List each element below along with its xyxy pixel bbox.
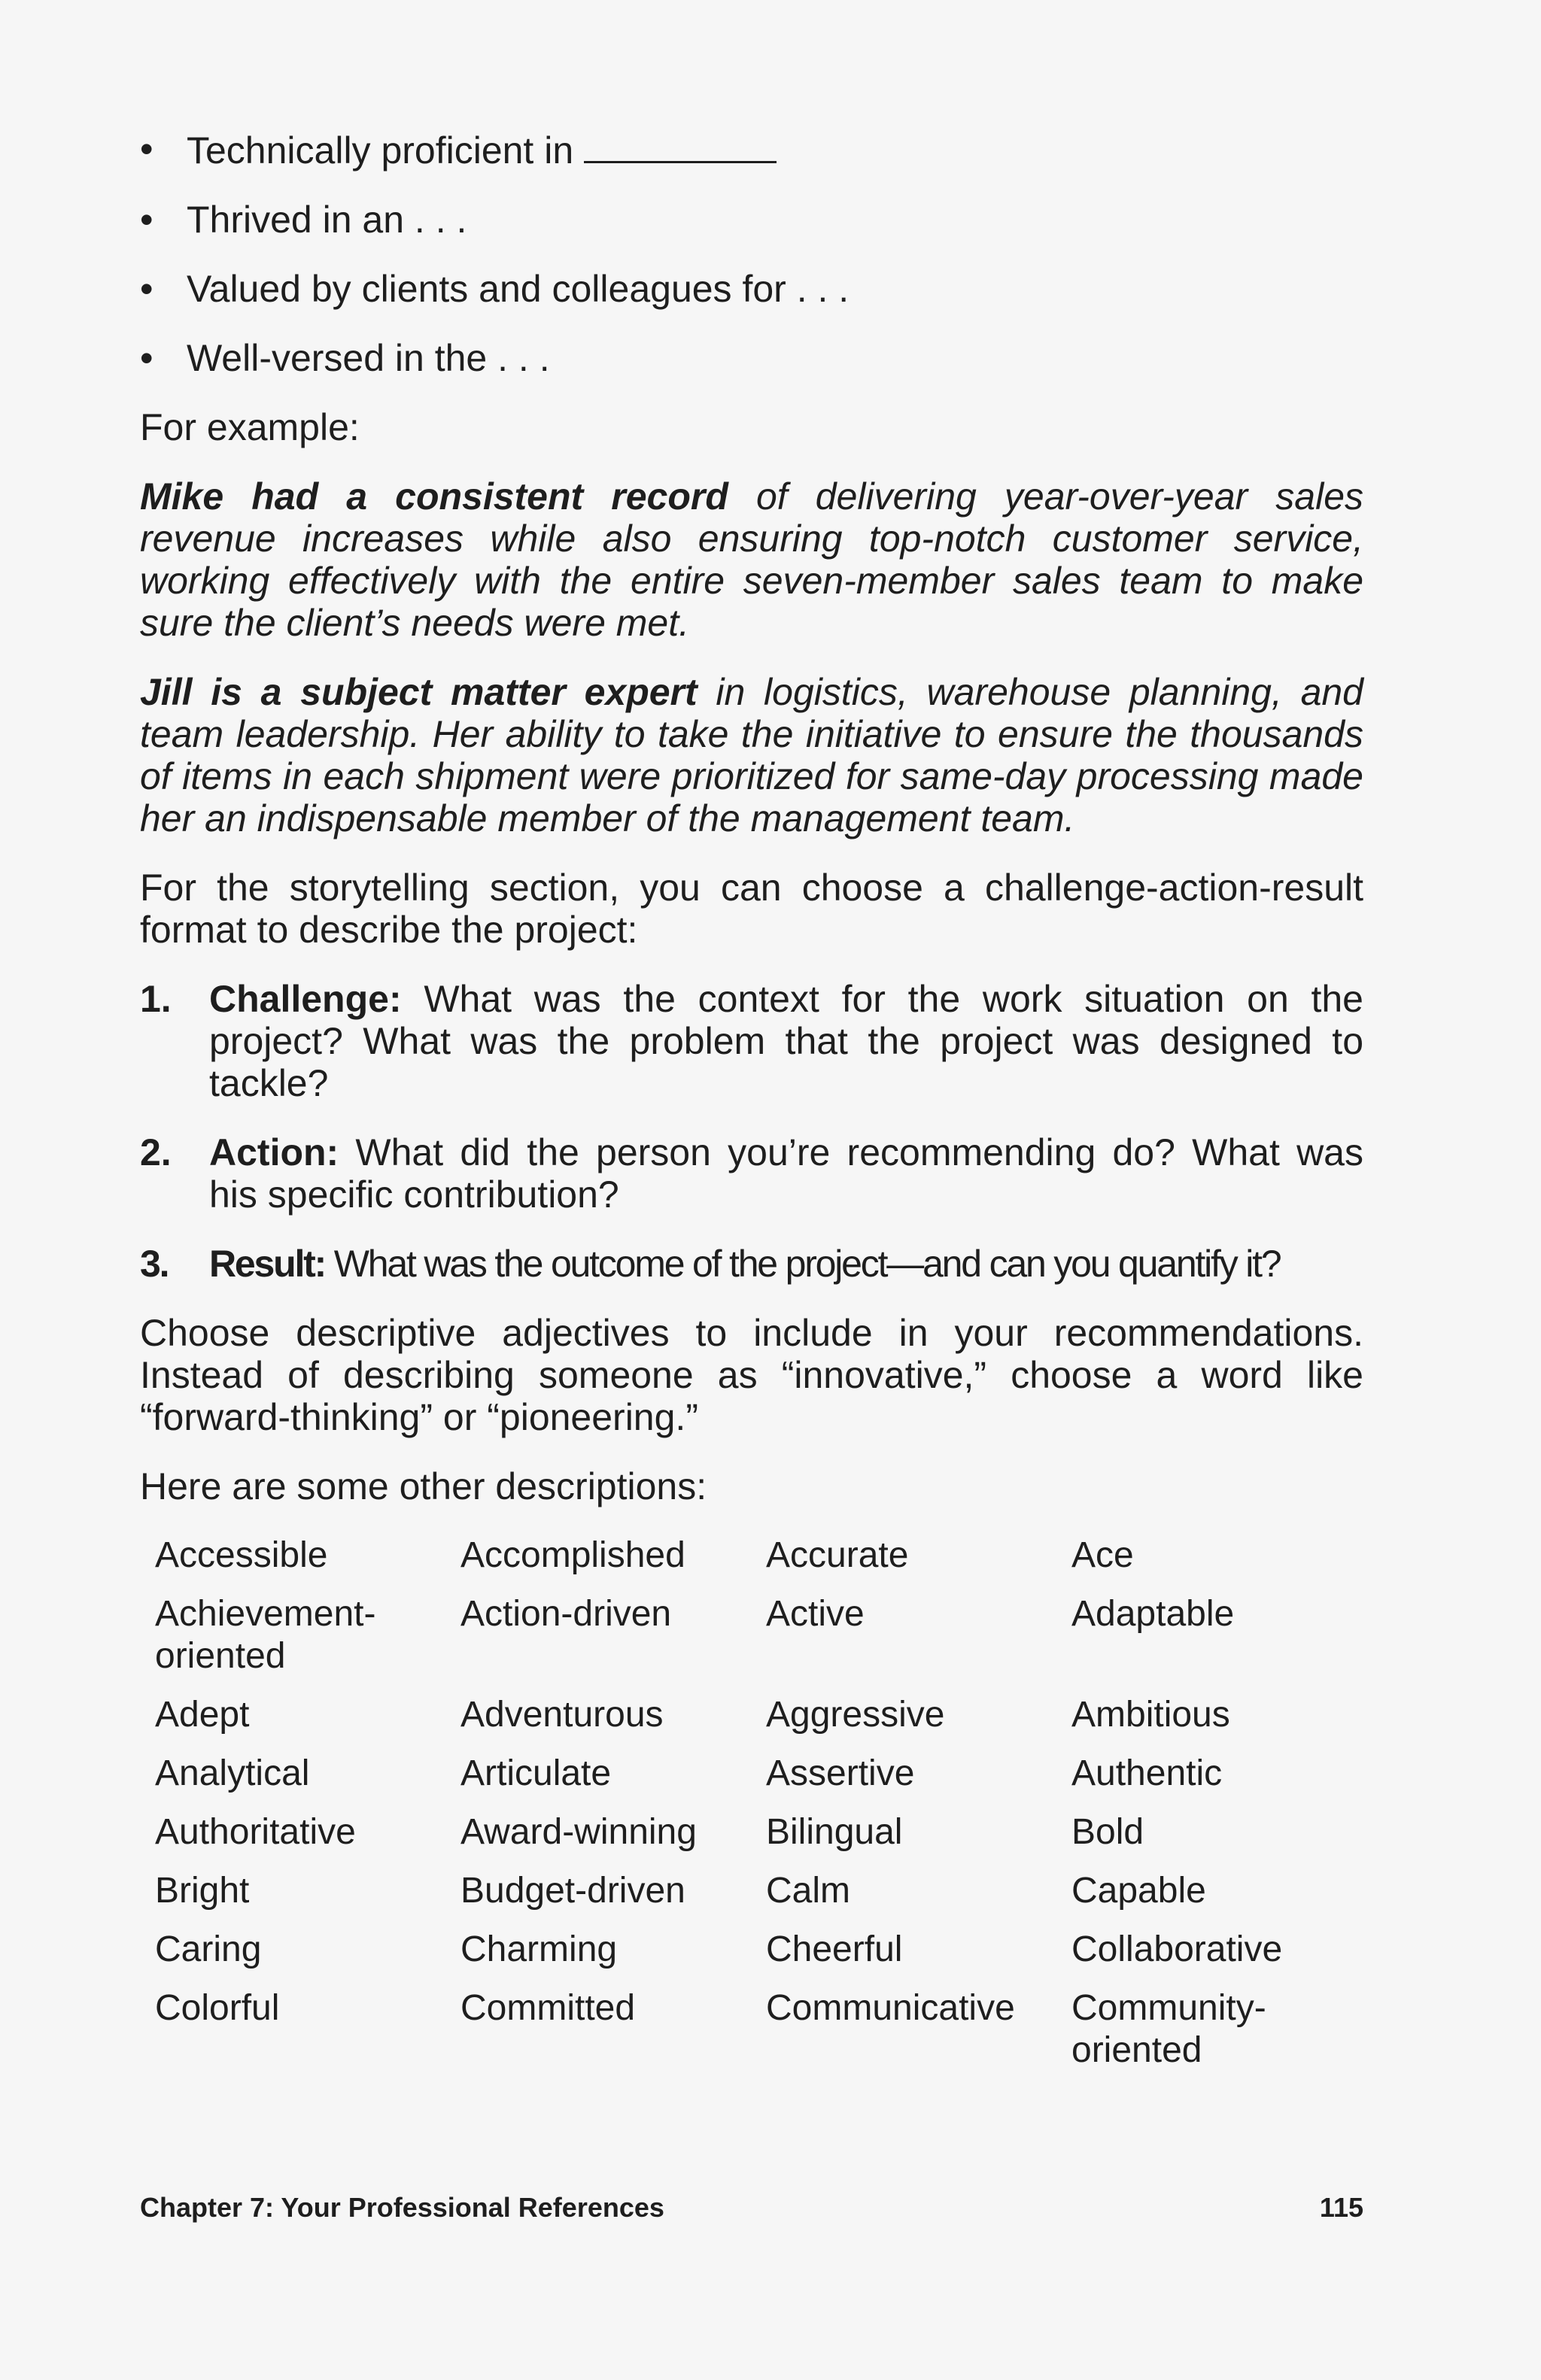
adjectives-grid [155, 1535, 1363, 2088]
example-text: in logistics, warehouse planning, and team leadership. Her ability to take the initiative to ensure the thousands of items in each shipment were prioritized for same-day processing made her an indispensable member of the management team. [140, 671, 1363, 839]
example-paragraph-jill [140, 671, 1363, 839]
step-number: 3. [140, 1243, 169, 1285]
adjective-cell: Calm [766, 1871, 851, 1911]
bullet-item [140, 128, 1363, 172]
bullet-marker: • [140, 199, 153, 241]
adjective-cell: Accurate [766, 1535, 909, 1575]
step-number: 1. [140, 978, 172, 1020]
chapter-title: Chapter 7: Your Professional References [140, 2192, 664, 2223]
adjective-cell: Community-oriented [1071, 1988, 1266, 2070]
step-term: Challenge: [209, 978, 402, 1020]
bullet-marker: • [140, 337, 153, 379]
bullet-text: Valued by clients and colleagues for . . . [187, 268, 850, 310]
adjective-cell: Budget-driven [460, 1871, 685, 1911]
step-item-action [140, 1131, 1363, 1216]
page-body [140, 128, 1363, 2088]
step-term: Result: [209, 1243, 326, 1285]
example-paragraph-mike [140, 475, 1363, 644]
adjective-cell: Adept [155, 1695, 250, 1735]
step-number: 2. [140, 1131, 172, 1173]
bullet-list [140, 128, 1363, 379]
step-item-challenge [140, 978, 1363, 1104]
example-lead: Mike had a consistent record [140, 475, 728, 518]
fill-in-blank-line [584, 128, 777, 163]
adjective-cell: Bold [1071, 1812, 1144, 1852]
adjective-cell: Ambitious [1071, 1695, 1230, 1735]
adjective-cell: Accessible [155, 1535, 328, 1575]
bullet-text: Technically proficient in [187, 129, 574, 172]
adjectives-paragraph: Choose descriptive adjectives to include in your recommendations. Instead of describing someone as “innovative,” choose a word like “forward-thinking” or “pioneering.” [140, 1312, 1363, 1438]
adjective-cell: Colorful [155, 1988, 280, 2028]
page-number: 115 [1319, 2192, 1363, 2223]
storytelling-intro: For the storytelling section, you can choose a challenge-action-result format to describe the project: [140, 867, 1363, 951]
challenge-action-result-list [140, 978, 1363, 1285]
bullet-marker: • [140, 128, 153, 170]
adjective-cell: Bright [155, 1871, 250, 1911]
adjective-cell: Cheerful [766, 1929, 903, 1969]
adjective-cell: Action-driven [460, 1594, 672, 1634]
adjective-cell: Ace [1071, 1535, 1134, 1575]
bullet-item [140, 268, 1363, 310]
adjective-cell: Capable [1071, 1871, 1206, 1911]
adjective-cell: Committed [460, 1988, 636, 2028]
adjective-cell: Authoritative [155, 1812, 356, 1852]
adjective-cell: Adaptable [1071, 1594, 1235, 1634]
adjective-cell: Articulate [460, 1753, 612, 1793]
bullet-text: Well-versed in the . . . [187, 337, 550, 379]
adjective-cell: Authentic [1071, 1753, 1223, 1793]
step-text: What did the person you’re recommending do? What was his specific contribution? [209, 1131, 1363, 1216]
adjective-cell: Award-winning [460, 1812, 697, 1852]
step-term: Action: [209, 1131, 339, 1173]
adjective-cell: Charming [460, 1929, 618, 1969]
for-example-label: For example: [140, 406, 360, 448]
adjective-cell: Achievement-oriented [155, 1594, 376, 1676]
adjective-cell: Active [766, 1594, 865, 1634]
adjective-cell: Accomplished [460, 1535, 685, 1575]
adjective-cell: Collaborative [1071, 1929, 1283, 1969]
adjective-cell: Adventurous [460, 1695, 664, 1735]
adjective-cell: Assertive [766, 1753, 915, 1793]
adjective-cell: Bilingual [766, 1812, 903, 1852]
bullet-marker: • [140, 268, 153, 310]
descriptions-intro: Here are some other descriptions: [140, 1465, 707, 1507]
adjective-cell: Communicative [766, 1988, 1015, 2028]
step-text: What was the context for the work situation on the project? What was the problem that the project was designed to tackle? [209, 978, 1363, 1104]
bullet-item [140, 199, 1363, 241]
step-text: What was the outcome of the project—and can you quantify it? [325, 1243, 1281, 1285]
example-lead: Jill is a subject matter expert [140, 671, 698, 713]
step-item-result [140, 1243, 1363, 1285]
bullet-text: Thrived in an . . . [187, 199, 467, 241]
adjective-cell: Analytical [155, 1753, 310, 1793]
adjective-cell: Aggressive [766, 1695, 945, 1735]
bullet-item [140, 337, 1363, 379]
example-text: of delivering year-over-year sales revenue increases while also ensuring top-notch customer service, working effectively with the entire seven-member sales team to make sure the client’s needs were met. [140, 475, 1364, 644]
adjective-cell: Caring [155, 1929, 262, 1969]
